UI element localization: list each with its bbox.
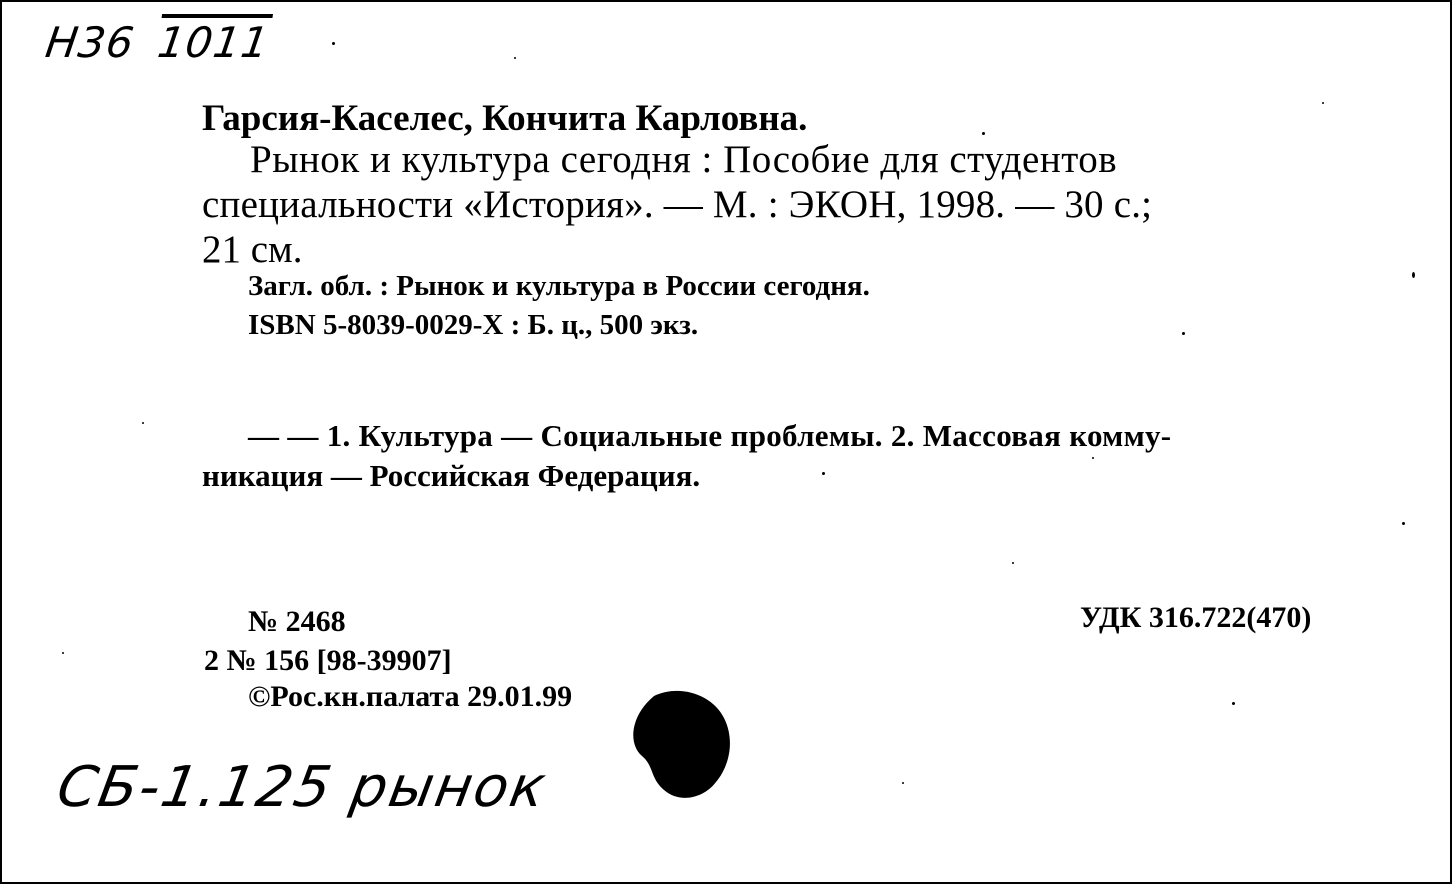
- handwritten-note: СБ-1.125 рынок: [52, 755, 553, 820]
- isbn-note: ISBN 5-8039-0029-Х : Б. ц., 500 экз.: [248, 309, 699, 341]
- scan-speck: [62, 652, 64, 654]
- subjects-line-1: — — 1. Культура — Социальные проблемы. 2. Массовая комму-: [248, 418, 1172, 453]
- scan-speck: [514, 57, 516, 59]
- scan-speck: [1322, 102, 1324, 104]
- record-number: № 2468: [248, 605, 346, 638]
- scan-speck: [1012, 562, 1014, 564]
- scan-speck: [1182, 332, 1185, 335]
- title-line-1: Рынок и культура сегодня : Пособие для студентов: [250, 138, 1118, 181]
- scan-speck: [1232, 702, 1235, 705]
- scan-speck: [332, 42, 335, 45]
- scan-speck: [1402, 522, 1405, 525]
- ink-blot-icon: [624, 686, 736, 804]
- inventory-mark: 1011: [154, 18, 273, 67]
- subjects-line-2: никация — Российская Федерация.: [202, 458, 701, 493]
- scan-speck: [982, 132, 985, 135]
- cover-title-note: Загл. обл. : Рынок и культура в России сегодня.: [248, 270, 870, 302]
- shelf-mark: [42, 18, 273, 67]
- registration-number: 2 № 156 [98-39907]: [204, 644, 452, 677]
- copyright-line: ©Рос.кн.палата 29.01.99: [248, 680, 573, 713]
- title-line-3: 21 см.: [202, 228, 303, 271]
- udk-code: УДК 316.722(470): [1080, 601, 1312, 634]
- shelf-mark-code: Н36: [42, 18, 138, 67]
- title-line-2: специальности «История». — М. : ЭКОН, 1998. — 30 с.;: [202, 183, 1153, 226]
- scan-speck: [902, 782, 904, 784]
- scan-speck: [822, 472, 825, 475]
- author-heading: Гарсия-Каселес, Кончита Карловна.: [202, 98, 808, 139]
- scan-speck: [1092, 457, 1094, 459]
- scan-speck: [142, 422, 144, 424]
- scan-speck: [1412, 272, 1415, 278]
